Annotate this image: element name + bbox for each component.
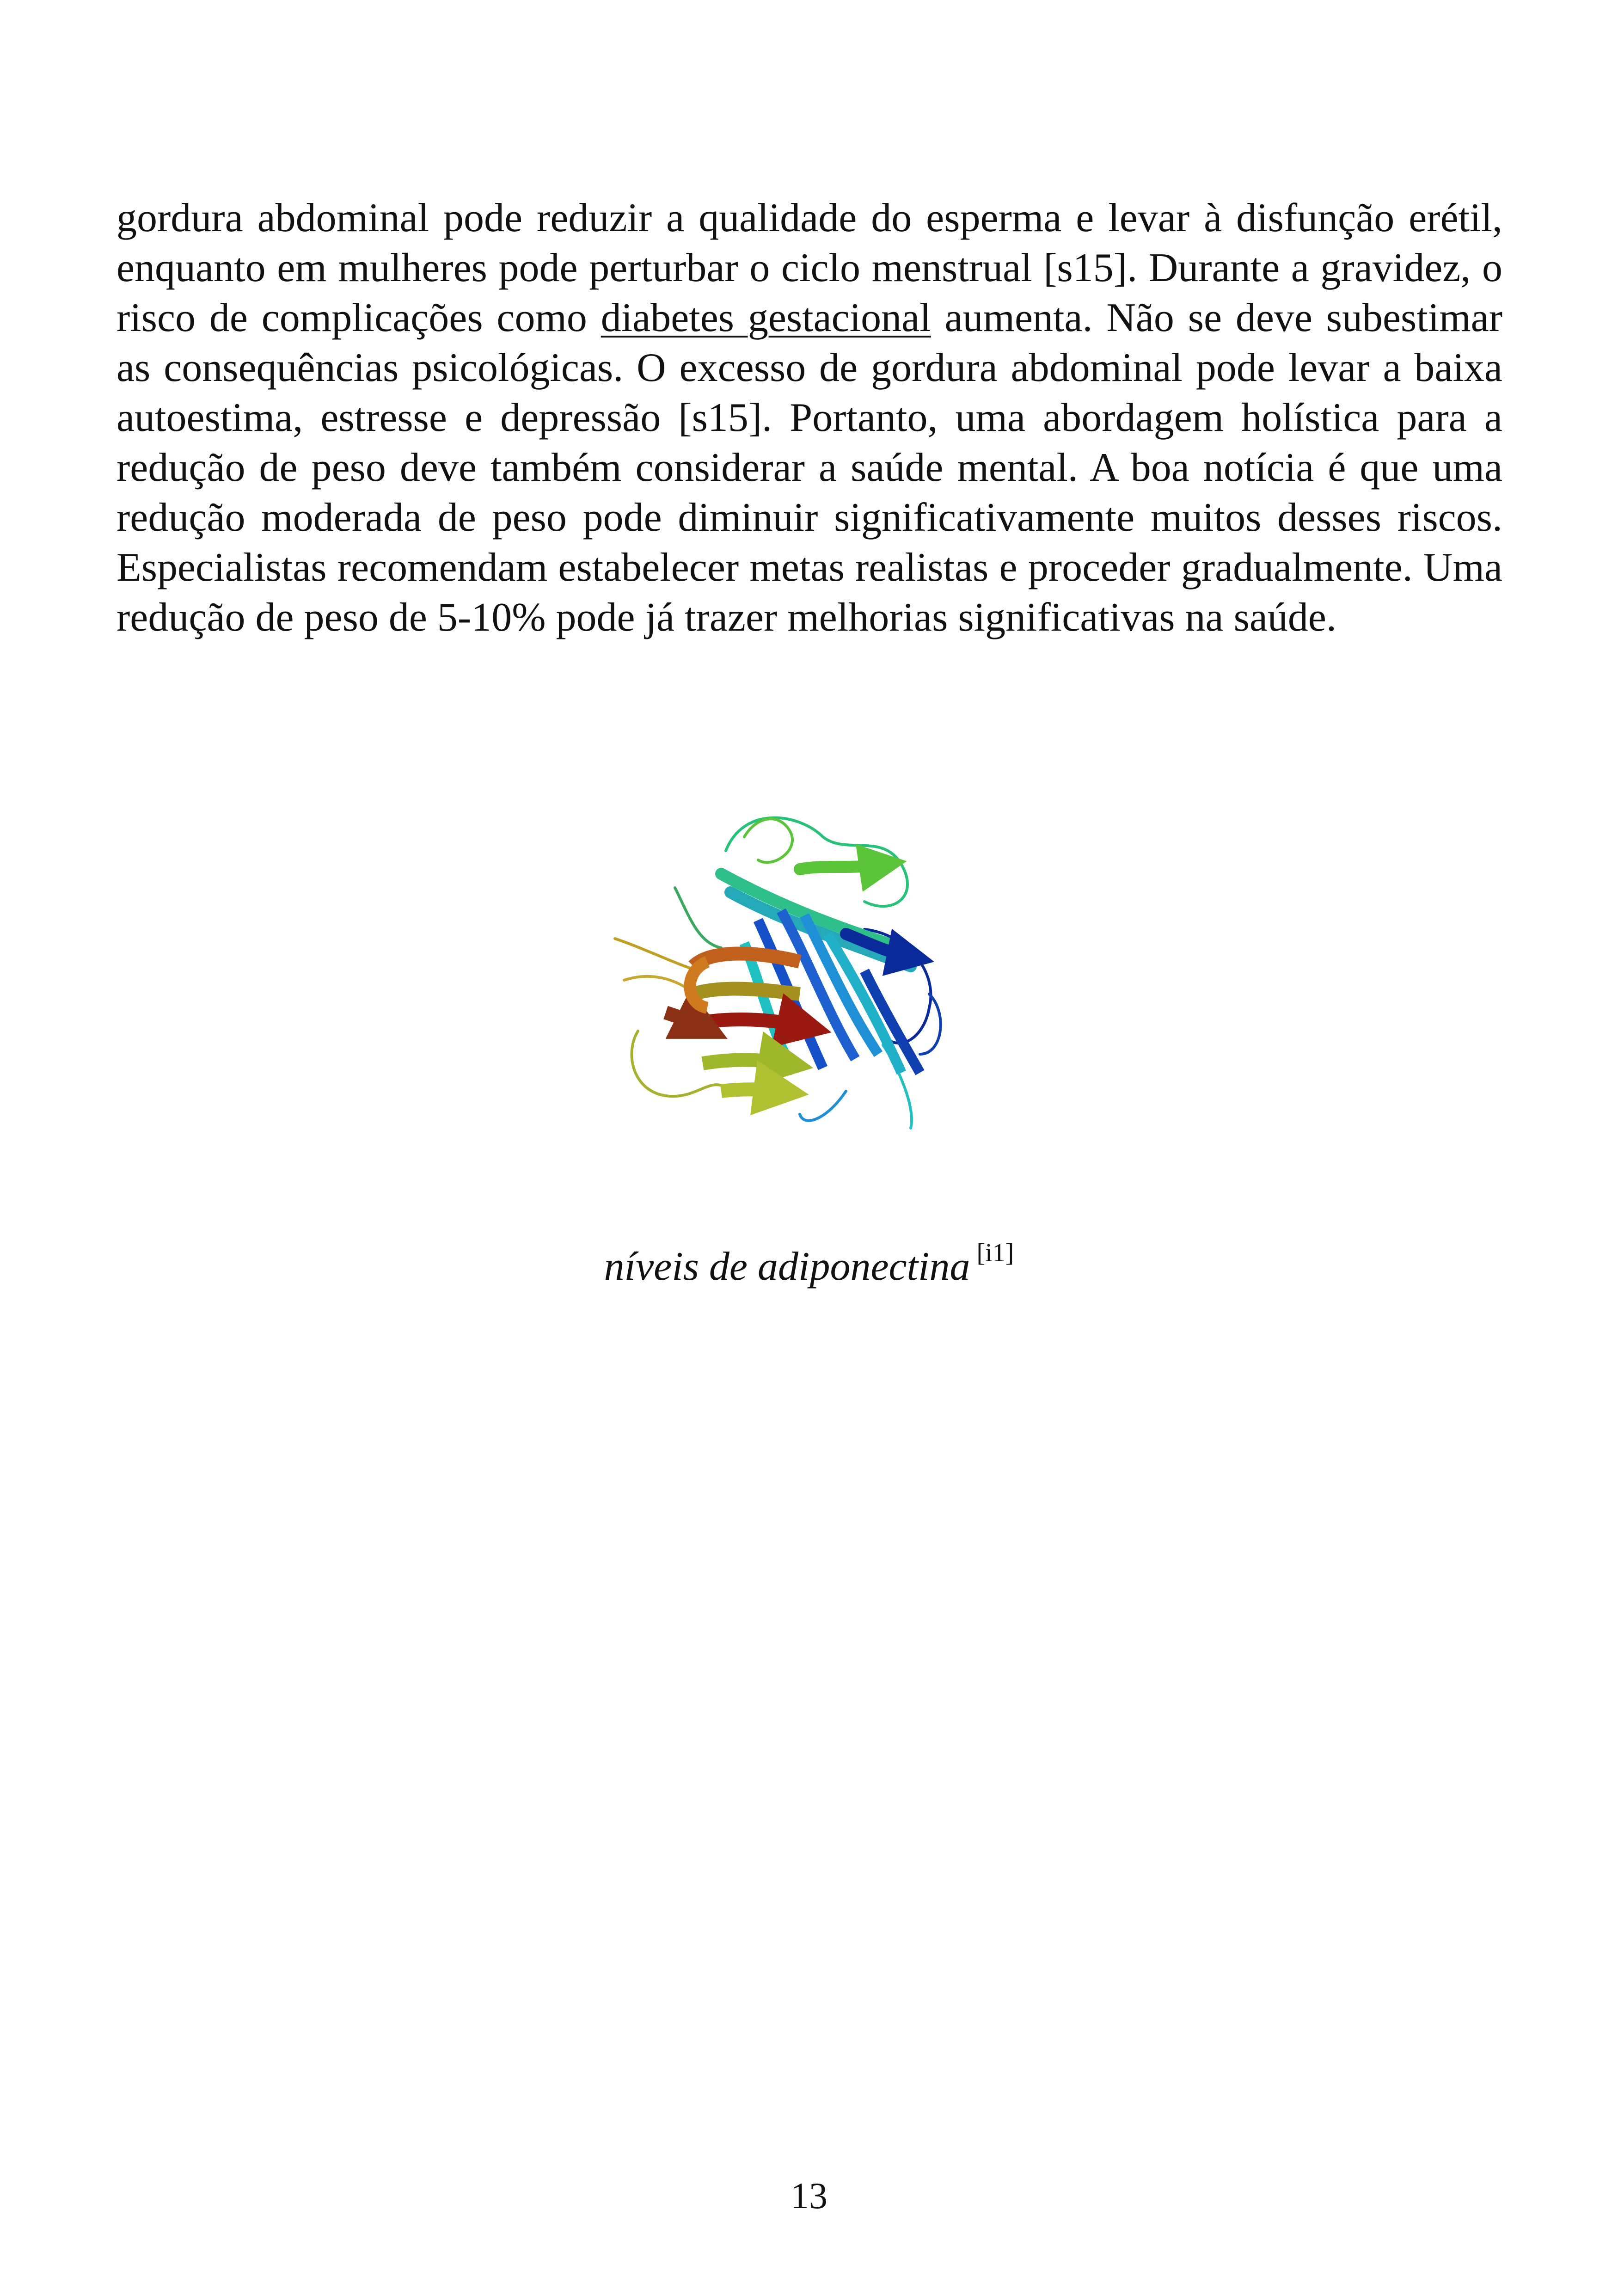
body-paragraph [116,193,1502,643]
body-text-before-link: gordura abdominal pode reduzir a qualidade do esperma e levar à disfunção erétil, enquanto em mulheres pode perturbar o ciclo menstrual [s15]. Durante a gravidez, o risco de complicações como [116,196,1502,340]
diabetes-gestacional-link[interactable]: diabetes gestacional [601,295,931,340]
page-number: 13 [791,2176,827,2216]
protein-structure-image [606,795,994,1156]
figure-caption-text: níveis de adiponectina [604,1244,970,1289]
figure-reference[interactable]: [i1] [976,1239,1014,1267]
body-text-after-link: aumenta. Não se deve subestimar as consequências psicológicas. O excesso de gordura abdominal pode levar a baixa autoestima, estresse e depressão [s15]. Portanto, uma abordagem holística para a redução de peso deve também considerar a saúde mental. A boa notícia é que uma redução moderada de peso pode diminuir significativamente muitos desses riscos. Especialistas recomendam estabelecer metas realistas e proceder gradualmente. Uma redução de peso de 5-10% pode já trazer melhorias significativas na saúde. [116,295,1502,640]
figure-caption [0,1228,1618,1292]
adiponectin-ribbon-illustration [606,795,994,1156]
